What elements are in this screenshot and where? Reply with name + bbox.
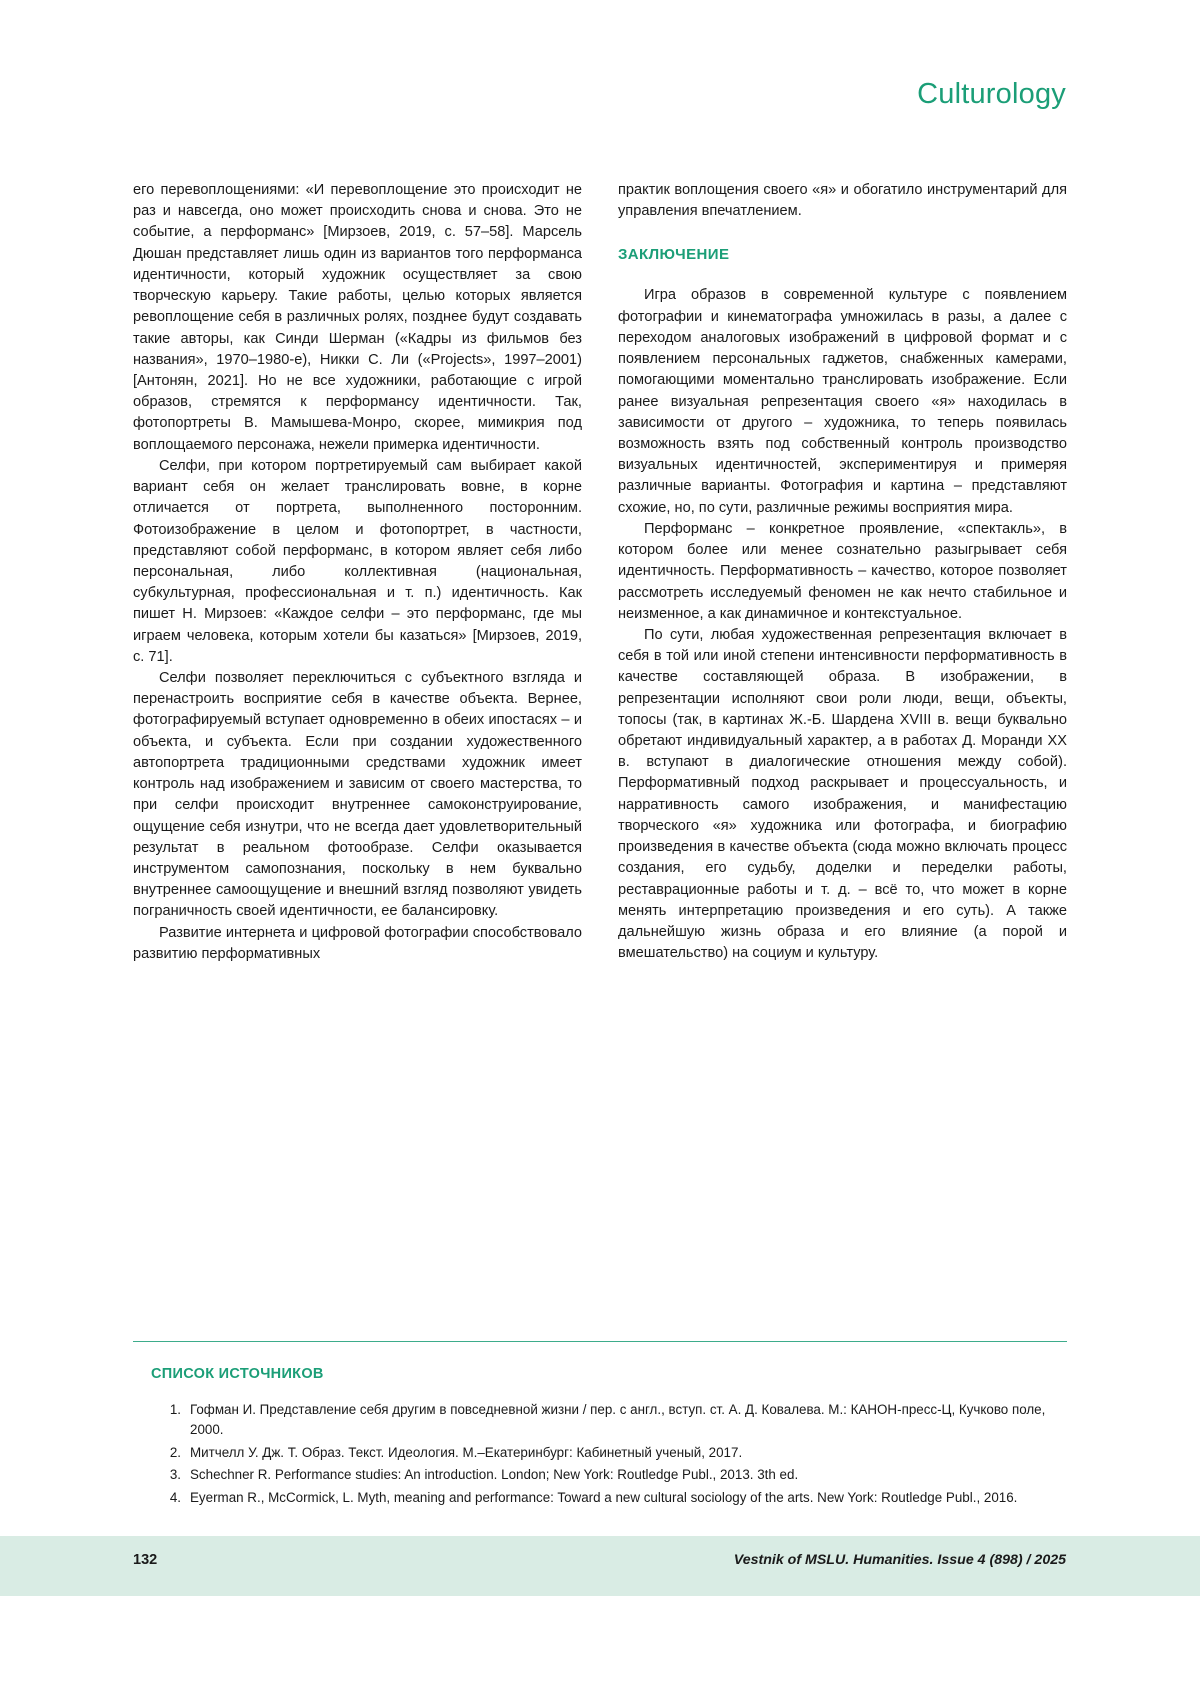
left-column <box>133 180 582 965</box>
references-section <box>133 1341 1067 1511</box>
list-item-number: 4. <box>169 1490 181 1506</box>
paragraph: Селфи позволяет переключиться с субъектного взгляда и перенастроить восприятие себя в качестве объекта. Вернее, фотографируемый вступает одновременно в обеих ипостасях – и объекта, и субъекта. Если при создании художественного автопортрета традиционными средствами художник имеет контроль над изображением и зависим от своего мастерства, то при селфи происходит внутреннее самоконструирование, ощущение себя изнутри, что не всегда дает удовлетворительный результат в реальном фотообразе. Селфи оказывается инструментом самопознания, поскольку в нем буквально внутреннее самоощущение и внешний взгляд позволяют увидеть пограничность своей идентичности, ее балансировку. <box>133 670 582 920</box>
two-column-body <box>133 180 1067 965</box>
paragraph: Развитие интернета и цифровой фотографии способствовало развитию перформативных <box>133 924 582 962</box>
paragraph: практик воплощения своего «я» и обогатило инструментарий для управления впечатлением. <box>618 182 1067 220</box>
list-item-text: Eyerman R., McCormick, L. Myth, meaning and performance: Toward a new cultural sociology of the arts. New York: Routledge Publ., 2016. <box>190 1490 1018 1506</box>
list-item <box>133 1443 1067 1463</box>
journal-footer-line: Vestnik of MSLU. Humanities. Issue 4 (898) / 2025 <box>733 1552 1066 1568</box>
list-item-text: Гофман И. Представление себя другим в повседневной жизни / пер. с англ., вступ. ст. А. Д. Ковалева. М.: КАНОН-пресс-Ц, Кучково поле, 2000. <box>190 1402 1046 1437</box>
list-item-text: Schechner R. Performance studies: An introduction. London; New York: Routledge Publ., 2013. 3th ed. <box>190 1467 799 1483</box>
list-item-number: 1. <box>169 1402 181 1417</box>
list-item-text: Митчелл У. Дж. Т. Образ. Текст. Идеология. М.–Екатеринбург: Кабинетный ученый, 2017. <box>190 1444 743 1460</box>
section-heading-conclusion: ЗАКЛЮЧЕНИЕ <box>618 246 730 264</box>
divider <box>133 1341 1067 1342</box>
list-item <box>133 1465 1067 1485</box>
paragraph: Игра образов в современной культуре с появлением фотографии и кинематографа умножилась в разы, а далее с переходом аналоговых изображений в цифровой формат и с появлением персональных гаджетов, снабженных камерами, помогающими моментально транслировать изображение. Если ранее визуальная репрезентация своего «я» находилась в зависимости от другого – художника, то теперь появилась возможность взять под собственный контроль производство визуальных идентичностей, экспериментируя и примеряя различные варианты. Фотография и картина – представляют схожие, но, по сути, различные режимы восприятия мира. <box>618 287 1067 516</box>
paragraph: Селфи, при котором портретируемый сам выбирает какой вариант себя он желает транслировать вовне, в корне отличается от портрета, выполненного посторонним. Фотоизображение в целом и фотопортрет, в частности, представляют собой перформанс, в котором являет себя либо персональная, либо коллективная (национальная, субкультурная, профессиональная и т. п.) идентичность. Как пишет Н. Мирзоев: «Каждое селфи – это перформанс, где мы играем человека, которым хотели бы казаться» [Мирзоев, 2019, с. 71]. <box>133 457 582 665</box>
paragraph: По сути, любая художественная репрезентация включает в себя в той или иной степени интенсивности перформативность в качестве составляющей образа. В изображении, в репрезентации исполняют свои роли люди, вещи, объекты, топосы (так, в картинах Ж.-Б. Шардена XVIII в. вещи буквально обретают индивидуальный характер, а в работах Д. Моранди XX в. вступают в диалогические отношения между собой). Перформативный подход раскрывает и процессуальность, и нарративность самого изображения, и манифестацию творческого «я» художника или фотографа, и биографию произведения в качестве объекта (сюда можно включать процесс создания, его судьбу, доделки и переделки работы, реставрационные работы и т. д. – всё то, что может в корне менять интерпретацию произведения и его суть). А также дальнейшую жизнь образа и его влияние (а порой и вмешательство) на социум и культуру. <box>618 626 1067 962</box>
list-item <box>133 1400 1067 1440</box>
list-item <box>133 1488 1067 1508</box>
paragraph: его перевоплощениями: «И перевоплощение это происходит не раз и навсегда, оно может происходить снова и снова. Это не событие, а перформанс» [Мирзоев, 2019, с. 57–58]. Марсель Дюшан представляет лишь один из вариантов того перформанса идентичности, который художник осуществляет за свою творческую карьеру. Такие работы, целью которых является ревоплощение себя в различных ролях, позднее будут создавать такие авторы, как Синди Шерман («Кадры из фильмов без названия», 1970–1980-е), Никки С. Ли («Projects», 1997–2001) [Антонян, 2021]. Но не все художники, работающие с игрой образов, стремятся к перформансу идентичности. Так, фотопортреты В. Мамышева-Монро, скорее, мимикрия под воплощаемого персонажа, нежели примерка идентичности. <box>133 182 582 453</box>
page-header-section-title: Culturology <box>917 78 1066 110</box>
right-column <box>618 180 1067 965</box>
references-title: СПИСОК ИСТОЧНИКОВ <box>151 1366 324 1382</box>
list-item-number: 2. <box>169 1444 181 1460</box>
paragraph: Перформанс – конкретное проявление, «спектакль», в котором более или менее сознательно разыгрывает себя идентичность. Перформативность – качество, которое позволяет рассмотреть исследуемый феномен не как нечто стабильное и неизменное, а как динамичное и контекстуальное. <box>618 520 1067 622</box>
page-number: 132 <box>133 1552 158 1568</box>
references-list <box>133 1400 1067 1508</box>
list-item-number: 3. <box>169 1467 181 1483</box>
